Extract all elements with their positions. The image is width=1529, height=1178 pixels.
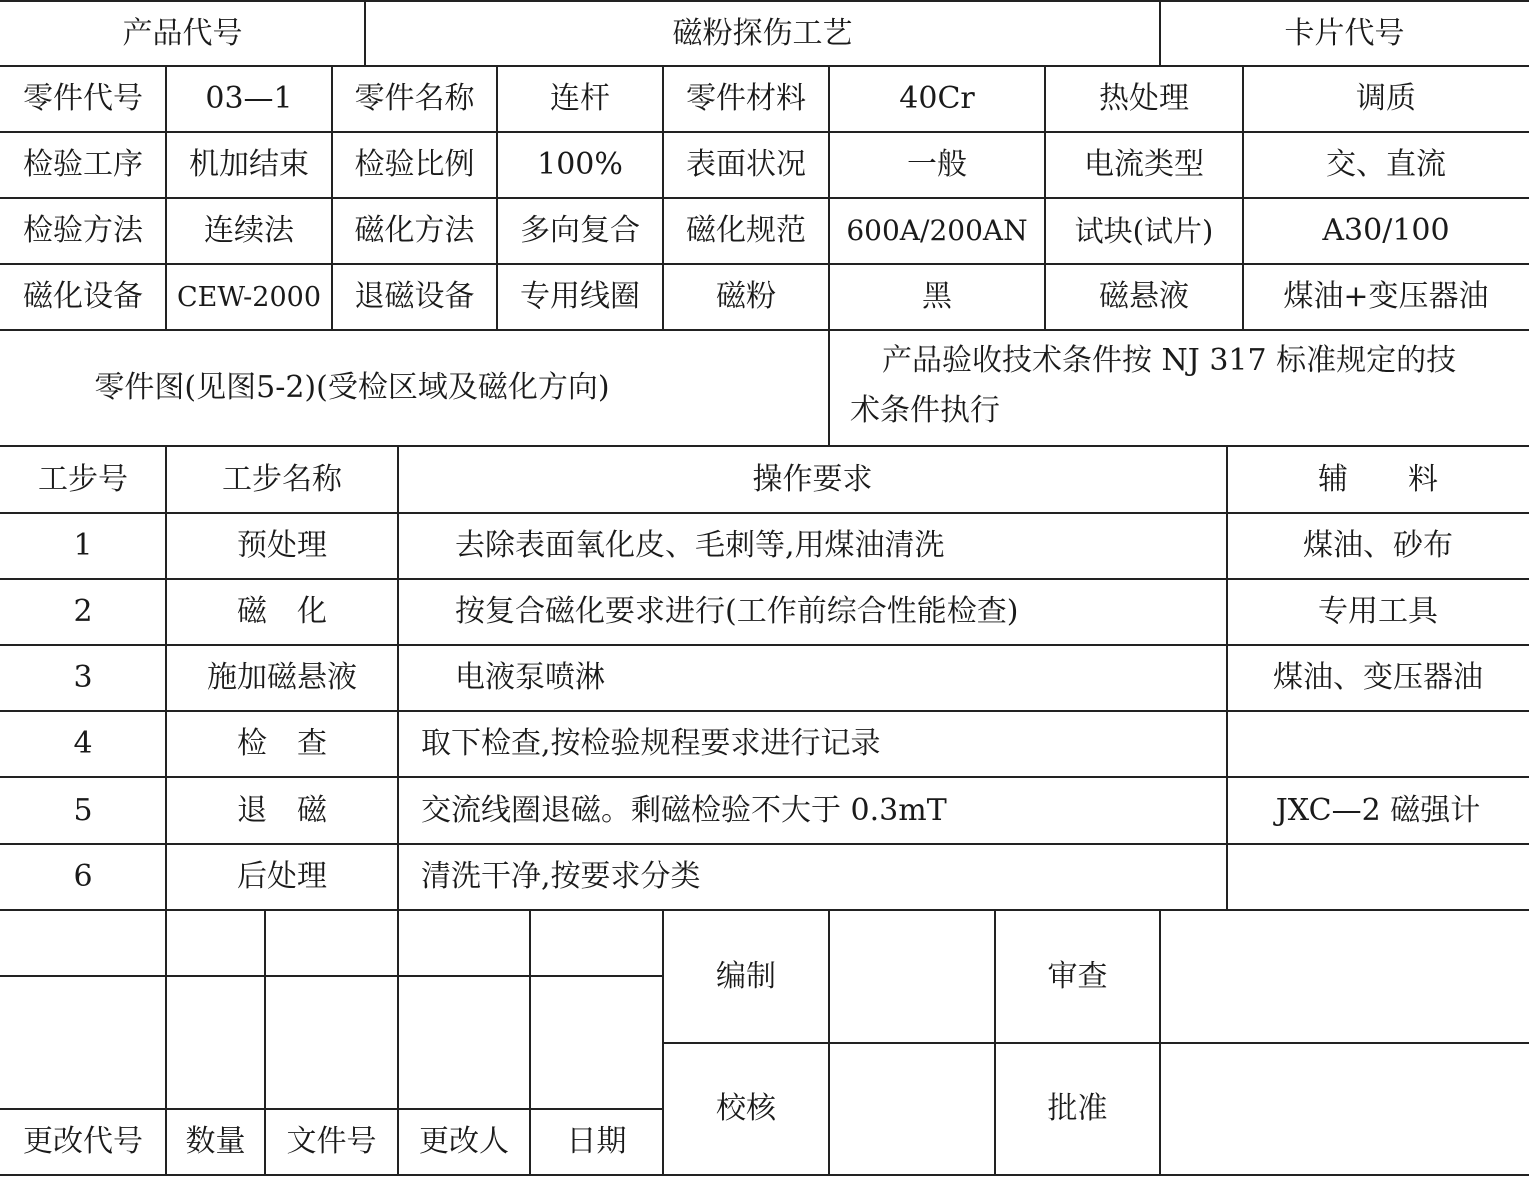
inspection-stage-value: 机加结束 <box>189 147 309 182</box>
table-row-4-name: 检 查 <box>237 726 327 761</box>
demagnetizing-equipment-value: 专用线圈 <box>520 279 640 314</box>
part-code-value: 03—1 <box>205 81 293 116</box>
acceptance-note <box>850 336 1520 440</box>
table-row-5-name: 退 磁 <box>237 792 327 828</box>
table-row-5-material: JXC—2 磁强计 <box>1275 792 1481 828</box>
acceptance-note-line2: 术条件执行 <box>850 393 1000 428</box>
table-row-3-name: 施加磁悬液 <box>207 660 357 695</box>
table-row-6-material <box>1227 844 1529 910</box>
inspection-stage-label: 检验工序 <box>23 147 143 182</box>
part-code-label: 零件代号 <box>23 81 143 116</box>
acceptance-note-line1: 产品验收技术条件按 NJ 317 标准规定的技 <box>882 343 1457 378</box>
magnetizing-equipment-label: 磁化设备 <box>23 279 143 314</box>
table-row-5-no: 5 <box>73 792 93 828</box>
method-value: 连续法 <box>204 213 294 248</box>
table-row-2-material: 专用工具 <box>1318 594 1438 629</box>
current-type-value: 交、直流 <box>1326 147 1446 182</box>
table-row-2-no: 2 <box>73 594 93 629</box>
table-row-3-no: 3 <box>73 660 93 695</box>
magnetization-spec-label: 磁化规范 <box>686 213 806 248</box>
current-type-label: 电流类型 <box>1084 147 1204 182</box>
changed-by-label: 更改人 <box>419 1124 509 1159</box>
part-name-label: 零件名称 <box>354 81 475 116</box>
table-row-4-requirement: 取下检查,按检验规程要求进行记录 <box>421 726 881 761</box>
method-label: 检验方法 <box>23 213 143 248</box>
step-no-header: 工步号 <box>38 461 128 497</box>
powder-value: 黑 <box>922 279 952 314</box>
suspension-label: 磁悬液 <box>1099 279 1189 314</box>
material-label: 零件材料 <box>686 81 806 116</box>
compiled-label: 编制 <box>716 958 776 994</box>
table-row-6-no: 6 <box>73 859 93 894</box>
reviewed-label: 审查 <box>1047 958 1108 994</box>
table-row-1-material: 煤油、砂布 <box>1303 528 1453 563</box>
product-code-label: 产品代号 <box>122 15 243 51</box>
magnetizing-equipment-value: CEW-2000 <box>177 281 321 313</box>
requirement-header: 操作要求 <box>752 461 873 497</box>
magnetization-method-value: 多向复合 <box>520 213 640 248</box>
powder-label: 磁粉 <box>716 279 776 314</box>
table-row-6-requirement: 清洗干净,按要求分类 <box>421 859 701 894</box>
table-row-2-name: 磁 化 <box>237 594 327 629</box>
material-value: 40Cr <box>899 81 975 116</box>
table-row-2-requirement: 按复合磁化要求进行(工作前综合性能检查) <box>455 594 1019 629</box>
approved-label: 批准 <box>1047 1091 1108 1126</box>
heat-treatment-value: 调质 <box>1356 81 1416 116</box>
surface-value: 一般 <box>907 147 967 182</box>
test-block-value: A30/100 <box>1322 213 1450 248</box>
magnetization-spec-value: 600A/200AN <box>846 214 1028 247</box>
table-row-1-name: 预处理 <box>237 528 327 563</box>
table-row-1-no: 1 <box>73 528 93 563</box>
demagnetizing-equipment-label: 退磁设备 <box>354 279 475 314</box>
heat-treatment-label: 热处理 <box>1099 81 1189 116</box>
aux-material-header: 辅 料 <box>1318 461 1438 497</box>
surface-label: 表面状况 <box>686 147 806 182</box>
test-block-label: 试块(试片) <box>1074 213 1214 248</box>
part-name-value: 连杆 <box>550 81 610 116</box>
suspension-value: 煤油+变压器油 <box>1283 279 1489 314</box>
table-row-4-no: 4 <box>73 726 93 761</box>
date-label: 日期 <box>566 1124 627 1159</box>
table-row-3-material: 煤油、变压器油 <box>1273 660 1483 695</box>
table-row-6-name: 后处理 <box>237 859 327 894</box>
change-code-label: 更改代号 <box>23 1124 143 1159</box>
magnetization-method-label: 磁化方法 <box>354 213 475 248</box>
checked-label: 校核 <box>716 1091 776 1126</box>
inspection-ratio-label: 检验比例 <box>354 147 475 182</box>
quantity-label: 数量 <box>185 1124 246 1159</box>
table-row-4-material <box>1227 711 1529 777</box>
step-name-header: 工步名称 <box>222 461 342 497</box>
drawing-note: 零件图(见图5-2)(受检区域及磁化方向) <box>94 370 610 405</box>
table-row-1-requirement: 去除表面氧化皮、毛刺等,用煤油清洗 <box>455 528 945 563</box>
table-row-3-requirement: 电液泵喷淋 <box>455 660 605 695</box>
document-no-label: 文件号 <box>286 1124 377 1159</box>
page-title: 磁粉探伤工艺 <box>672 15 853 51</box>
table-row-5-requirement: 交流线圈退磁。剩磁检验不大于 0.3mT <box>421 792 947 828</box>
inspection-ratio-value: 100% <box>537 147 623 182</box>
card-code-label: 卡片代号 <box>1284 15 1405 51</box>
